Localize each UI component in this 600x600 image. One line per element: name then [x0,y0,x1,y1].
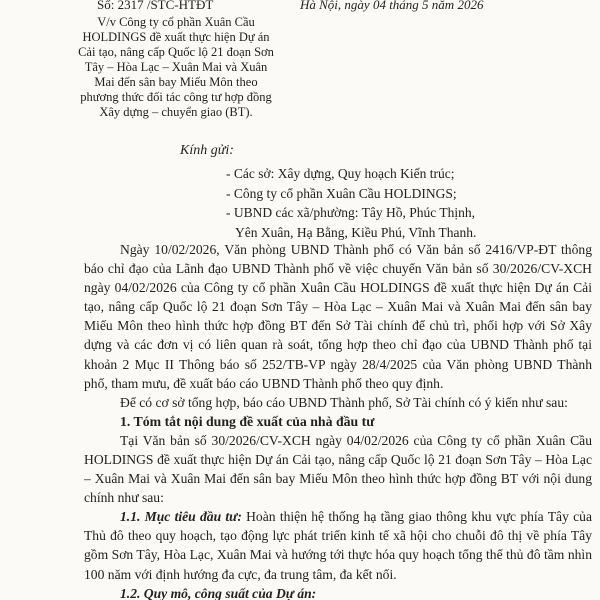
subject-line: V/v Công ty cổ phần Xuân Cầu [97,15,255,29]
recipient-item: - UBND các xã/phường: Tây Hồ, Phúc Thịnh, [226,205,476,220]
item-1-1-text: Hoàn thiện hệ thống hạ tầng giao thông khu vực phía Tây của Thủ đô theo quy hoạch, tạo động lực phát triển kinh tế xã hội cho chuỗi đô thị về phía Tây gồm Sơn Tây, Hòa Lạc, Xuân Mai và hướng tới thực hóa quy hoạch tổng thể thủ đô tầm nhìn 100 năm với định hướng đa cực, đa trung tâm, đa kết nối. [84,509,592,582]
paragraph-intro: Ngày 10/02/2026, Văn phòng UBND Thành phố có Văn bản số 2416/VP-ĐT thông báo chỉ đạo của Lãnh đạo UBND Thành phố về việc chuyển Văn bản số 30/2026/CV-XCH ngày 04/02/2026 của Công ty cổ phần Xuân Cầu HOLDINGS đề xuất thực hiện Dự án Cải tạo, nâng cấp Quốc lộ 21 đoạn Sơn Tây – Hòa Lạc – Xuân Mai và Xuân Mai đến sân bay Miếu Môn theo hình thức hợp đồng BT đến Sở Tài chính để chủ trì, phối hợp với Sở Xây dựng và các đơn vị có liên quan rà soát, tổng hợp theo chỉ đạo của UBND Thành phố tại khoản 2 Mục II Thông báo số 252/TB-VP ngày 28/4/2025 của Văn phòng UBND Thành phố, tham mưu, đề xuất báo cáo UBND Thành phố theo quy định. [84,242,592,391]
subject-block [70,15,282,120]
subject-line: Cải tạo, nâng cấp Quốc lộ 21 đoạn Sơn [78,45,274,59]
document-body [84,240,592,600]
recipient-item: - Các sở: Xây dựng, Quy hoạch Kiến trúc; [226,166,455,181]
subject-line: phương thức đối tác công tư hợp đồng [80,90,272,104]
date-line: Hà Nội, ngày 04 tháng 5 năm 2026 [300,0,484,12]
recipient-item: - Công ty cổ phần Xuân Cầu HOLDINGS; [226,185,457,201]
recipient-list [226,164,586,242]
subject-line: HOLDINGS đề xuất thực hiện Dự án [82,30,270,44]
subject-line: Xây dựng – chuyển giao (BT). [99,105,253,119]
subject-line: Mai đến sân bay Miếu Môn theo [94,75,258,89]
paragraph-summary: Tại Văn bản số 30/2026/CV-XCH ngày 04/02/2026 của Công ty cổ phần Xuân Cầu HOLDINGS đề xuất thực hiện Dự án Cải tạo, nâng cấp Quốc lộ 21 đoạn Sơn Tây – Hòa Lạc – Xuân Mai và Xuân Mai đến sân bay Miếu Môn theo hình thức hợp đồng BT với nội dung chính như sau: [84,432,592,506]
reference-number: Số: 2317 /STC-HTĐT [97,0,214,12]
item-1-1 [84,507,592,583]
paragraph-opinion: Để có cơ sở tổng hợp, báo cáo UBND Thành phố, Sở Tài chính có ý kiến như sau: [120,394,568,410]
item-1-1-label: 1.1. Mục tiêu đầu tư: [120,509,242,525]
item-1-2 [84,584,592,600]
recipient-item: Yên Xuân, Hạ Bằng, Kiều Phú, Vĩnh Thanh. [235,224,477,240]
subject-line: Tây – Hòa Lạc – Xuân Mai và Xuân [84,60,268,74]
item-1-2-label: 1.2. Quy mô, công suất của Dự án: [120,585,317,600]
greeting: Kính gửi: [180,143,234,158]
section-1-title: 1. Tóm tắt nội dung đề xuất của nhà đầu tư [120,413,375,429]
